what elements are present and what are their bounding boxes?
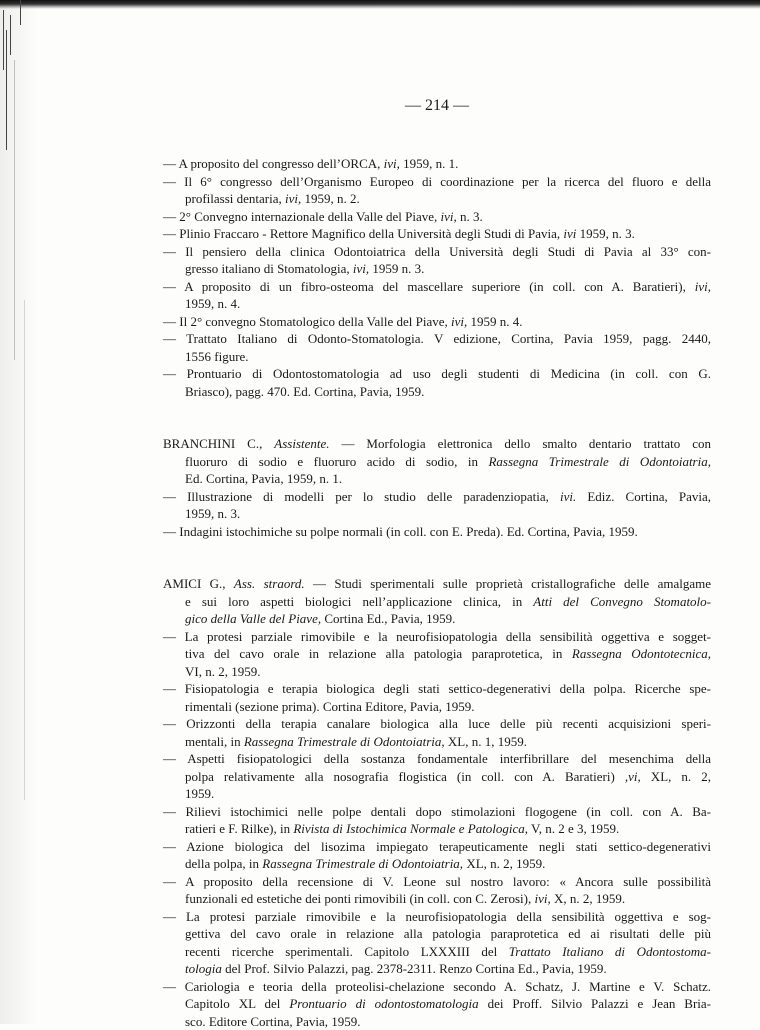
bibliography-entry [163, 523, 711, 541]
italic-citation-text: Trattato Italiano di Odontostoma- [509, 944, 711, 959]
bibliography-entry [163, 313, 711, 331]
italic-citation-text: Ass. straord. [234, 576, 305, 591]
entry-text: 1959 n. 3. [369, 261, 424, 276]
entry-text: gresso italiano di Stomatologia, [185, 261, 353, 276]
entry-text: funzionali ed estetiche dei ponti rimovibili (in coll. con C. Zerosi), [185, 891, 534, 906]
entry-text: — Studi sperimentali sulle proprietà cristallografiche delle amalgame [305, 576, 711, 591]
entry-line [163, 173, 711, 191]
entry-text: — Fisiopatologia e terapia biologica degli stati settico-degenerativi della polpa. Ricerche spe- [163, 681, 711, 696]
italic-citation-text: ivi, [285, 191, 301, 206]
italic-citation-text: Rassegna Odontotecnica, [572, 646, 711, 661]
entry-text: — Aspetti fisiopatologici della sostanza fondamentale interfibrillare del mesenchima della [163, 751, 711, 766]
entry-text: mentali, in [185, 734, 244, 749]
bibliography-section-continued [163, 155, 711, 400]
bibliography-entry [163, 838, 711, 873]
entry-text: — Indagini istochimiche su polpe normali (in coll. con E. Preda). Ed. Cortina, Pavia, 1959. [163, 524, 638, 539]
entry-text: dei Proff. Silvio Palazzi e Jean Bria- [479, 996, 711, 1011]
italic-citation-text: ivi, [353, 261, 369, 276]
entry-text: n. 3. [457, 209, 483, 224]
bibliography-entry [163, 208, 711, 226]
bibliography-entry [163, 908, 711, 978]
entry-text: 1959 n. 4. [467, 314, 522, 329]
italic-citation-text: ivi. [560, 489, 576, 504]
bibliography-entry [163, 225, 711, 243]
entry-text: — 2° Convegno internazionale della Valle del Piave, [163, 209, 441, 224]
bibliography-entry [163, 488, 711, 523]
italic-citation-text: Rassegna Trimestrale di Odontoiatria, [262, 856, 463, 871]
italic-citation-text: tologia [185, 961, 222, 976]
entry-line [163, 908, 711, 926]
entry-text: polpa relativamente alla nosografia flogistica (in coll. con A. Baratieri) [185, 769, 625, 784]
entry-line [163, 628, 711, 646]
page-number: — 214 — [0, 97, 760, 115]
page-body [163, 155, 711, 1030]
entry-text: XL, n. 1, 1959. [445, 734, 527, 749]
italic-citation-text: ,vi, [625, 769, 641, 784]
entry-text: Capitolo XL del [185, 996, 289, 1011]
entry-line [163, 943, 711, 961]
entry-text: VI, n. 2, 1959. [185, 664, 260, 679]
entry-text: della polpa, in [185, 856, 262, 871]
entry-text: XL, n. 2, 1959. [463, 856, 545, 871]
entry-text: 1959, n. 2. [301, 191, 360, 206]
bibliography-entry [163, 365, 711, 400]
entry-line [163, 225, 711, 243]
bibliography-entry [163, 680, 711, 715]
entry-text: Cortina Ed., Pavia, 1959. [321, 611, 455, 626]
bibliography-entry [163, 173, 711, 208]
entry-line [163, 838, 711, 856]
entry-text: — Morfologia elettronica dello smalto dentario trattato con [330, 436, 711, 451]
scan-edge-left [0, 0, 38, 1024]
bibliography-entry [163, 803, 711, 838]
entry-line [163, 1013, 711, 1030]
entry-text: — A proposito del congresso dell’ORCA, [163, 156, 384, 171]
entry-text: — Illustrazione di modelli per lo studio delle paradenziopatia, [163, 489, 560, 504]
entry-line [163, 348, 711, 366]
bibliography-entry [163, 278, 711, 313]
entry-line [163, 243, 711, 261]
entry-text: XL, n. 2, [641, 769, 711, 784]
entry-line [163, 435, 711, 453]
entry-text: — Il pensiero della clinica Odontoiatrica della Università degli Studi di Pavia al 33° con- [163, 244, 711, 259]
entry-line [163, 698, 711, 716]
entry-line [163, 890, 711, 908]
entry-line [163, 330, 711, 348]
scan-edge-top [0, 0, 760, 9]
entry-line [163, 785, 711, 803]
entry-text: profilassi dentaria, [185, 191, 285, 206]
entry-line [163, 925, 711, 943]
entry-line [163, 610, 711, 628]
entry-text: ratieri e F. Rilke), in [185, 821, 293, 836]
entry-text: 1959, n. 1. [400, 156, 459, 171]
entry-text: — Azione biologica del lisozima impiegato terapeuticamente negli stati settico-degenerativi [163, 839, 711, 854]
bibliography-section-amici [163, 575, 711, 1030]
entry-text: — Il 6° congresso dell’Organismo Europeo di coordinazione per la ricerca del fluoro e della [163, 174, 711, 189]
bibliography-entry [163, 435, 711, 488]
entry-line [163, 523, 711, 541]
italic-citation-text: Prontuario di odontostomatologia [289, 996, 478, 1011]
entry-text: — A proposito di un fibro-osteoma del mascellare superiore (in coll. con A. Baratieri), [163, 279, 695, 294]
italic-citation-text: ivi [563, 226, 576, 241]
entry-text: X, n. 2, 1959. [551, 891, 625, 906]
entry-line [163, 645, 711, 663]
entry-line [163, 313, 711, 331]
entry-text: — Orizzonti della terapia canalare biologica alla luce delle più recenti acquisizioni speri- [163, 716, 711, 731]
entry-text: — Rilievi istochimici nelle polpe dentali dopo stimolazioni flogogene (in coll. con A. Ba- [163, 804, 711, 819]
bibliography-entry [163, 330, 711, 365]
entry-line [163, 295, 711, 313]
entry-line [163, 470, 711, 488]
entry-text: 1959, n. 3. [185, 506, 240, 521]
entry-line [163, 593, 711, 611]
entry-line [163, 190, 711, 208]
entry-text: Ed. Cortina, Pavia, 1959, n. 1. [185, 471, 342, 486]
entry-text: BRANCHINI C., [163, 436, 274, 451]
entry-line [163, 488, 711, 506]
entry-line [163, 855, 711, 873]
italic-citation-text: ivi, [384, 156, 400, 171]
entry-text: rimentali (sezione prima). Cortina Editore, Pavia, 1959. [185, 699, 475, 714]
entry-line [163, 715, 711, 733]
entry-text: gettiva del cavo orale in relazione alla patologia paraprotetica ed ai risultati delle più [185, 926, 711, 941]
entry-line [163, 663, 711, 681]
entry-text: — A proposito della recensione di V. Leone sul nostro lavoro: « Ancora sulle possibilità [163, 874, 711, 889]
entry-line [163, 873, 711, 891]
entry-line [163, 733, 711, 751]
entry-line [163, 453, 711, 471]
entry-text: tiva del cavo orale in relazione alla patologia paraprotetica, in [185, 646, 572, 661]
entry-line [163, 995, 711, 1013]
italic-citation-text: ivi, [441, 209, 457, 224]
entry-text: — La protesi parziale rimovibile e la neurofisiopatologia della sensibilità oggettiva e sog- [163, 909, 711, 924]
entry-line [163, 978, 711, 996]
entry-text: — Prontuario di Odontostomatologia ad uso degli studenti di Medicina (in coll. con G. [163, 366, 711, 381]
entry-text: e sui loro aspetti biologici nell’applicazione clinica, in [185, 594, 533, 609]
bibliography-entry [163, 750, 711, 803]
entry-line [163, 750, 711, 768]
bibliography-entry [163, 155, 711, 173]
entry-line [163, 820, 711, 838]
entry-text: del Prof. Silvio Palazzi, pag. 2378-2311. Renzo Cortina Ed., Pavia, 1959. [222, 961, 607, 976]
entry-line [163, 365, 711, 383]
italic-citation-text: ivi, [695, 279, 711, 294]
italic-citation-text: gico della Valle del Piave, [185, 611, 321, 626]
bibliography-entry [163, 978, 711, 1030]
bibliography-entry [163, 628, 711, 681]
entry-text: recenti ricerche sperimentali. Capitolo LXXXIII del [185, 944, 509, 959]
italic-citation-text: Assistente. [274, 436, 329, 451]
italic-citation-text: Atti del Convegno Stomatolo- [533, 594, 711, 609]
entry-line [163, 155, 711, 173]
entry-line [163, 208, 711, 226]
entry-line [163, 260, 711, 278]
entry-text: AMICI G., [163, 576, 234, 591]
entry-text: — Trattato Italiano di Odonto-Stomatologia. V edizione, Cortina, Pavia 1959, pagg. 2440, [163, 331, 711, 346]
italic-citation-text: ivi, [534, 891, 550, 906]
bibliography-entry [163, 243, 711, 278]
entry-text: Ediz. Cortina, Pavia, [576, 489, 711, 504]
entry-text: — Plinio Fraccaro - Rettore Magnifico della Università degli Studi di Pavia, [163, 226, 563, 241]
entry-text: sco. Editore Cortina, Pavia, 1959. [185, 1014, 360, 1029]
bibliography-entry [163, 575, 711, 628]
entry-text: 1959. [185, 786, 214, 801]
entry-line [163, 383, 711, 401]
entry-text: Briasco), pagg. 470. Ed. Cortina, Pavia, 1959. [185, 384, 424, 399]
italic-citation-text: Rassegna Trimestrale di Odontoiatria, [244, 734, 445, 749]
bibliography-entry [163, 873, 711, 908]
italic-citation-text: ivi, [451, 314, 467, 329]
entry-line [163, 278, 711, 296]
entry-line [163, 768, 711, 786]
entry-text: fluoruro di sodio e fluoruro acido di sodio, in [185, 454, 488, 469]
entry-text: 1959, n. 4. [185, 296, 240, 311]
entry-text: 1556 figure. [185, 349, 249, 364]
bibliography-section-branchini [163, 435, 711, 540]
entry-text: V, n. 2 e 3, 1959. [528, 821, 619, 836]
entry-text: — Cariologia e teoria della proteolisi-chelazione secondo A. Schatz, J. Martine e V. Schatz. [163, 979, 711, 994]
entry-text: — La protesi parziale rimovibile e la neurofisiopatologia della sensibilità oggettiva e sogget- [163, 629, 711, 644]
italic-citation-text: Rassegna Trimestrale di Odontoiatria, [488, 454, 711, 469]
italic-citation-text: Rivista di Istochimica Normale e Patologica, [293, 821, 528, 836]
entry-text: 1959, n. 3. [576, 226, 635, 241]
entry-line [163, 803, 711, 821]
entry-line [163, 680, 711, 698]
entry-text: — Il 2° convegno Stomatologico della Valle del Piave, [163, 314, 451, 329]
entry-line [163, 960, 711, 978]
entry-line [163, 505, 711, 523]
bibliography-entry [163, 715, 711, 750]
entry-line [163, 575, 711, 593]
